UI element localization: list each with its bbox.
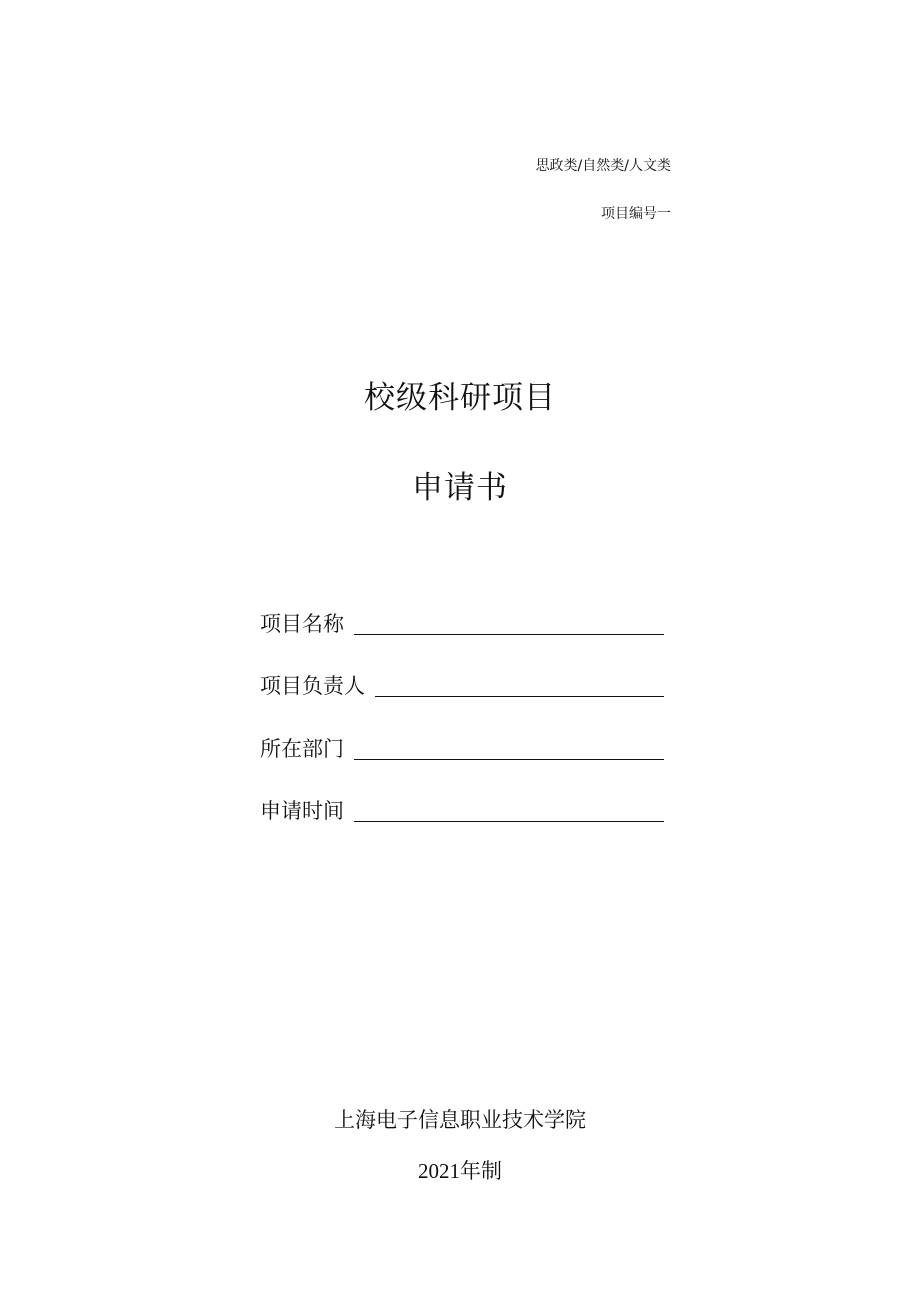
fill-in-line [354, 801, 664, 822]
category-label: 思政类/自然类/人文类 [535, 158, 671, 174]
field-project-leader [260, 673, 664, 699]
document-subtitle: 申请书 [412, 470, 508, 506]
field-department [260, 736, 664, 762]
fill-in-line [354, 739, 664, 760]
field-label: 项目名称 [260, 612, 344, 636]
organization-name: 上海电子信息职业技术学院 [334, 1108, 586, 1132]
field-project-name [260, 611, 664, 637]
field-label: 申请时间 [260, 799, 344, 823]
field-label: 项目负责人 [260, 674, 365, 698]
document-title: 校级科研项目 [364, 380, 556, 416]
fill-in-line [375, 676, 664, 697]
fill-in-line [354, 614, 664, 635]
year-label: 2021年制 [418, 1159, 502, 1183]
project-number-label: 项目编号一 [601, 206, 671, 222]
field-application-date [260, 798, 664, 824]
field-label: 所在部门 [260, 737, 344, 761]
